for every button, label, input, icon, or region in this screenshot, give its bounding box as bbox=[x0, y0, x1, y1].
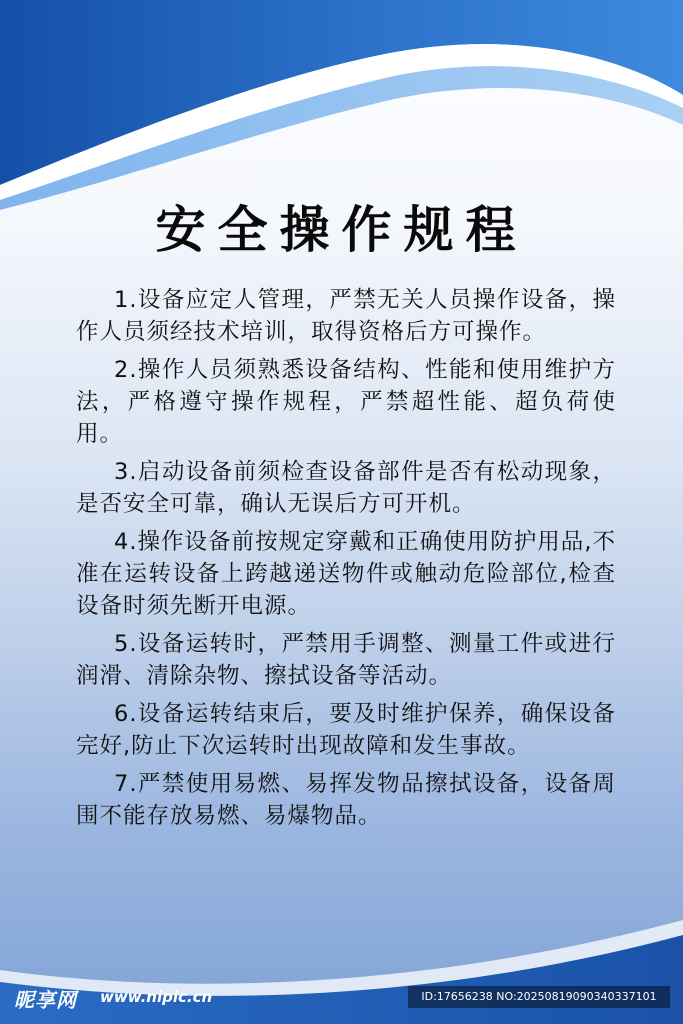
rule-item: 2.操作人员须熟悉设备结构、性能和使用维护方法，严格遵守操作规程，严禁超性能、超负荷使用。 bbox=[76, 357, 616, 447]
rule-item: 3.启动设备前须检查设备部件是否有松动现象，是否安全可靠，确认无误后方可开机。 bbox=[76, 459, 616, 517]
rule-item: 5.设备运转时，严禁用手调整、测量工件或进行润滑、清除杂物、擦拭设备等活动。 bbox=[76, 631, 616, 689]
rule-item: 6.设备运转结束后，要及时维护保养，确保设备完好,防止下次运转时出现故障和发生事故。 bbox=[76, 701, 616, 759]
rules-list bbox=[76, 284, 616, 838]
rule-item: 7.严禁使用易燃、易挥发物品擦拭设备，设备周围不能存放易燃、易爆物品。 bbox=[76, 771, 616, 829]
rule-item: 4.操作设备前按规定穿戴和正确使用防护用品,不准在运转设备上跨越递送物件或触动危险部位,检查设备时须先断开电源。 bbox=[76, 529, 616, 619]
watermark-logo: 昵享网 bbox=[14, 988, 77, 1012]
watermark-id-strip: ID:17656238 NO:20250819090340337101 bbox=[408, 986, 670, 1008]
page-title: 安全操作规程 bbox=[155, 201, 528, 259]
watermark-url[interactable]: www.nipic.cn bbox=[100, 988, 213, 1006]
top-wave-decoration bbox=[0, 0, 683, 210]
rule-item: 1.设备应定人管理，严禁无关人员操作设备，操作人员须经技术培训，取得资格后方可操作。 bbox=[76, 287, 616, 345]
